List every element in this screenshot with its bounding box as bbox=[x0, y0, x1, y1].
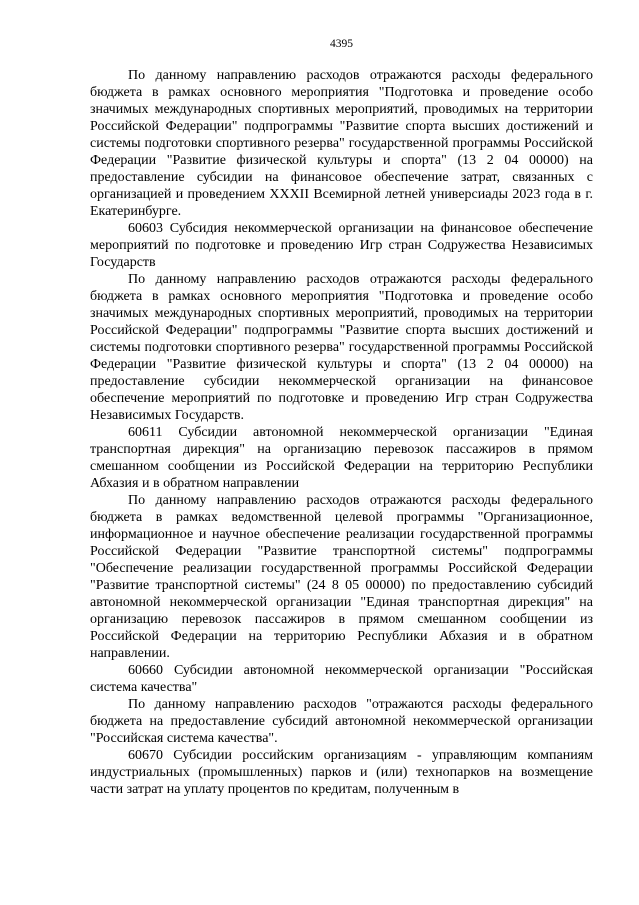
paragraph-1: По данному направлению расходов отражаются расходы федерального бюджета в рамках основного мероприятия "Подготовка и проведение особо значимых международных спортивных мероприятий, проводимых на территории Российской Федерации" подпрограммы "Развитие спорта высших достижений и системы подготовки спортивного резерва" государственной программы Российской Федерации "Развитие физической культуры и спорта" (13 2 04 00000) на предоставление субсидии на финансовое обеспечение затрат, связанных с организацией и проведением XXXII Всемирной летней универсиады 2023 года в г. Екатеринбурге. bbox=[90, 68, 593, 219]
paragraph-5: По данному направлению расходов отражаются расходы федерального бюджета в рамках ведомственной целевой программы "Организационное, информационное и научное обеспечение реализации государственной программы Российской Федерации "Развитие транспортной системы" подпрограммы "Обеспечение реализации государственной программы Российской Федерации "Развитие транспортной системы" (24 8 05 00000) по предоставлению субсидий автономной некоммерческой организации "Единая транспортная дирекция" на организацию перевозок пассажиров в прямом смешанном сообщении из Российской Федерации на территорию Республики Абхазия и в обратном направлении. bbox=[90, 493, 593, 661]
paragraph-7: По данному направлению расходов "отражаются расходы федерального бюджета на предоставление субсидий автономной некоммерческой организации "Российская система качества". bbox=[90, 697, 593, 746]
paragraph-3: По данному направлению расходов отражаются расходы федерального бюджета в рамках основного мероприятия "Подготовка и проведение особо значимых международных спортивных мероприятий, проводимых на территории Российской Федерации" подпрограммы "Развитие спорта высших достижений и системы подготовки спортивного резерва" государственной программы Российской Федерации "Развитие физической культуры и спорта" (13 2 04 00000) на предоставление субсидии некоммерческой организации на финансовое обеспечение мероприятий по подготовке и проведению Игр стран Содружества Независимых Государств. bbox=[90, 272, 593, 423]
paragraph-6: 60660 Субсидии автономной некоммерческой организации "Российская система качества" bbox=[90, 663, 593, 695]
paragraph-8: 60670 Субсидии российским организациям - управляющим компаниям индустриальных (промышленных) парков и (или) технопарков на возмещение части затрат на уплату процентов по кредитам, полученным в bbox=[90, 748, 593, 797]
paragraph-4: 60611 Субсидии автономной некоммерческой организации "Единая транспортная дирекция" на организацию перевозок пассажиров в прямом смешанном сообщении из Российской Федерации на территорию Республики Абхазия и в обратном направлении bbox=[90, 425, 593, 491]
paragraph-2: 60603 Субсидия некоммерческой организации на финансовое обеспечение мероприятий по подготовке и проведению Игр стран Содружества Независимых Государств bbox=[90, 221, 593, 270]
page-number: 4395 bbox=[330, 38, 353, 50]
